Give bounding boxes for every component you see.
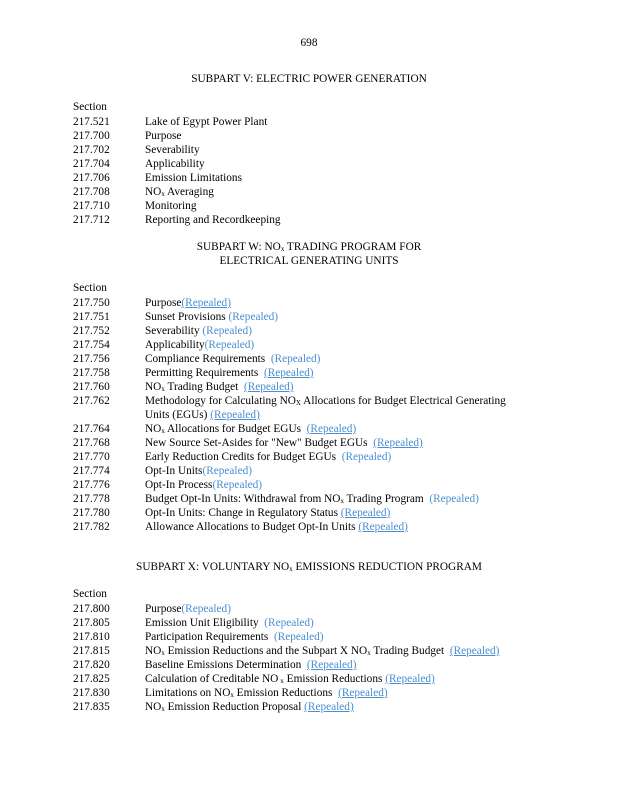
toc-row	[0, 143, 618, 157]
section-title[interactable]: Monitoring	[145, 200, 197, 212]
toc-row	[0, 199, 618, 213]
toc-row	[0, 129, 618, 143]
section-number: 217.774	[73, 465, 110, 477]
toc-row	[0, 324, 618, 338]
subpart-w-heading: SUBPART W: $NO_x$ TRADING PROGRAM FOR	[196, 241, 422, 253]
section-number: 217.825	[73, 673, 110, 685]
toc-row	[0, 310, 618, 324]
section-title[interactable]: Purpose(Repealed)	[145, 297, 231, 309]
section-title[interactable]: Reporting and Recordkeeping	[145, 214, 281, 226]
section-title[interactable]: Baseline Emissions Determination (Repealed)	[145, 659, 357, 671]
section-number: 217.760	[73, 381, 110, 393]
section-number: 217.752	[73, 325, 110, 337]
toc-row	[0, 464, 618, 478]
section-number: 217.770	[73, 451, 110, 463]
toc-row	[0, 366, 618, 380]
section-number: 217.704	[73, 158, 110, 170]
section-title[interactable]: $NO_x$ Averaging	[145, 186, 214, 198]
toc-row	[0, 338, 618, 352]
repealed-link[interactable]: (Repealed)	[338, 687, 388, 699]
section-number: 217.805	[73, 617, 110, 629]
repealed-link[interactable]: (Repealed)	[264, 617, 314, 629]
section-title[interactable]: Early Reduction Credits for Budget EGUs (Repealed)	[145, 451, 392, 463]
toc-row	[0, 672, 618, 686]
repealed-link[interactable]: (Repealed)	[306, 423, 357, 435]
toc-row	[0, 380, 618, 394]
repealed-link[interactable]: (Repealed)	[228, 311, 279, 323]
toc-row	[0, 492, 618, 506]
section-number: 217.778	[73, 493, 110, 505]
repealed-link[interactable]: (Repealed)	[263, 367, 314, 379]
toc-row	[0, 686, 618, 700]
repealed-link[interactable]: (Repealed)	[270, 353, 321, 365]
section-title[interactable]: Purpose(Repealed)	[145, 603, 231, 615]
section-title[interactable]: Participation Requirements (Repealed)	[145, 631, 324, 643]
section-title[interactable]: Budget Opt-In Units: Withdrawal from $NO_x$ Trading Program (Repealed)	[145, 493, 479, 505]
section-title[interactable]: Calculation of Creditable NO $_x$ Emission Reductions (Repealed)	[145, 673, 435, 685]
subpart-v-heading: SUBPART V: ELECTRIC POWER GENERATION	[191, 73, 427, 85]
section-number: 217.754	[73, 339, 110, 351]
section-number: 217.764	[73, 423, 110, 435]
section-title-continued[interactable]: Units (EGUs) (Repealed)	[145, 409, 260, 421]
section-number: 217.782	[73, 521, 110, 533]
subpart-x-heading: SUBPART X: VOLUNTARY $NO_x$ EMISSIONS REDUCTION PROGRAM	[136, 561, 482, 573]
section-title[interactable]: New Source Set-Asides for "New" Budget EGUs (Repealed)	[145, 437, 423, 449]
toc-row	[0, 616, 618, 630]
section-title[interactable]: $NO_x$ Emission Reductions and the Subpart X $NO_x$ Trading Budget (Repealed)	[145, 645, 500, 657]
section-label: Section	[73, 101, 107, 113]
section-title[interactable]: Opt-In Process(Repealed)	[145, 479, 263, 491]
section-number: 217.521	[73, 116, 110, 128]
repealed-link[interactable]: (Repealed)	[304, 701, 354, 713]
repealed-link[interactable]: (Repealed)	[273, 631, 324, 643]
toc-row	[0, 422, 618, 436]
section-number: 217.835	[73, 701, 110, 713]
repealed-link[interactable]: (Repealed)	[385, 673, 435, 685]
toc-row	[0, 185, 618, 199]
repealed-link[interactable]: (Repealed)	[306, 659, 357, 671]
toc-row	[0, 115, 618, 129]
section-title[interactable]: Applicability	[145, 158, 205, 170]
section-title[interactable]: Purpose	[145, 130, 182, 142]
subpart-w-heading-line2: ELECTRICAL GENERATING UNITS	[219, 255, 399, 267]
section-number: 217.710	[73, 200, 110, 212]
section-number: 217.706	[73, 172, 110, 184]
section-title[interactable]: Emission Limitations	[145, 172, 242, 184]
repealed-link[interactable]: (Repealed)	[202, 465, 252, 477]
repealed-link[interactable]: (Repealed)	[449, 645, 500, 657]
repealed-link[interactable]: (Repealed)	[358, 521, 408, 533]
toc-row	[0, 700, 618, 714]
toc-row	[0, 630, 618, 644]
toc-row	[0, 506, 618, 520]
repealed-link[interactable]: (Repealed)	[212, 479, 263, 491]
section-number: 217.758	[73, 367, 110, 379]
toc-row	[0, 171, 618, 185]
section-number: 217.776	[73, 479, 110, 491]
toc-row	[0, 450, 618, 464]
section-title[interactable]: Severability	[145, 144, 200, 156]
section-title[interactable]: Compliance Requirements (Repealed)	[145, 353, 321, 365]
section-title[interactable]: Emission Unit Eligibility (Repealed)	[145, 617, 314, 629]
section-number: 217.820	[73, 659, 110, 671]
section-number: 217.810	[73, 631, 110, 643]
repealed-link[interactable]: (Repealed)	[181, 603, 231, 615]
section-label: Section	[73, 588, 107, 600]
toc-row	[0, 436, 618, 450]
section-title[interactable]: Opt-In Units: Change in Regulatory Status (Repealed)	[145, 507, 391, 519]
repealed-link[interactable]: (Repealed)	[202, 325, 252, 337]
toc-row	[0, 213, 618, 227]
repealed-link[interactable]: (Repealed)	[340, 507, 391, 519]
toc-row	[0, 394, 618, 421]
section-number: 217.756	[73, 353, 110, 365]
page-number: 698	[300, 37, 318, 49]
section-title[interactable]: Applicability(Repealed)	[145, 339, 255, 351]
toc-row	[0, 352, 618, 366]
section-number: 217.750	[73, 297, 110, 309]
section-title[interactable]: $NO_x$ Emission Reduction Proposal (Repealed)	[145, 701, 354, 713]
section-number: 217.815	[73, 645, 110, 657]
section-number: 217.751	[73, 311, 110, 323]
section-number: 217.762	[73, 395, 110, 407]
section-title[interactable]: $NO_x$ Trading Budget (Repealed)	[145, 381, 294, 393]
section-number: 217.830	[73, 687, 110, 699]
section-title[interactable]: Opt-In Units(Repealed)	[145, 465, 252, 477]
section-number: 217.800	[73, 603, 110, 615]
section-number: 217.712	[73, 214, 110, 226]
repealed-link[interactable]: (Repealed)	[181, 297, 231, 309]
repealed-link[interactable]: (Repealed)	[429, 493, 479, 505]
section-label: Section	[73, 282, 107, 294]
section-title[interactable]: $NO_x$ Allocations for Budget EGUs (Repealed)	[145, 423, 357, 435]
section-title[interactable]: Sunset Provisions (Repealed)	[145, 311, 279, 323]
repealed-link[interactable]: (Repealed)	[210, 409, 260, 421]
section-number: 217.700	[73, 130, 110, 142]
toc-row	[0, 296, 618, 310]
toc-row	[0, 602, 618, 616]
toc-row	[0, 478, 618, 492]
section-title[interactable]: Permitting Requirements (Repealed)	[145, 367, 314, 379]
section-title[interactable]: Methodology for Calculating $NO_X$ Allocations for Budget Electrical Generating	[145, 395, 506, 407]
repealed-link[interactable]: (Repealed)	[341, 451, 392, 463]
section-number: 217.708	[73, 186, 110, 198]
repealed-link[interactable]: (Repealed)	[204, 339, 255, 351]
toc-row	[0, 157, 618, 171]
section-number: 217.702	[73, 144, 110, 156]
toc-row	[0, 644, 618, 658]
section-number: 217.780	[73, 507, 110, 519]
toc-row	[0, 520, 618, 534]
section-title[interactable]: Lake of Egypt Power Plant	[145, 116, 268, 128]
section-title[interactable]: Severability (Repealed)	[145, 325, 252, 337]
section-title[interactable]: Allowance Allocations to Budget Opt-In Units (Repealed)	[145, 521, 408, 533]
repealed-link[interactable]: (Repealed)	[373, 437, 423, 449]
toc-row	[0, 658, 618, 672]
section-title[interactable]: Limitations on $NO_x$ Emission Reductions (Repealed)	[145, 687, 388, 699]
repealed-link[interactable]: (Repealed)	[243, 381, 294, 393]
section-number: 217.768	[73, 437, 110, 449]
